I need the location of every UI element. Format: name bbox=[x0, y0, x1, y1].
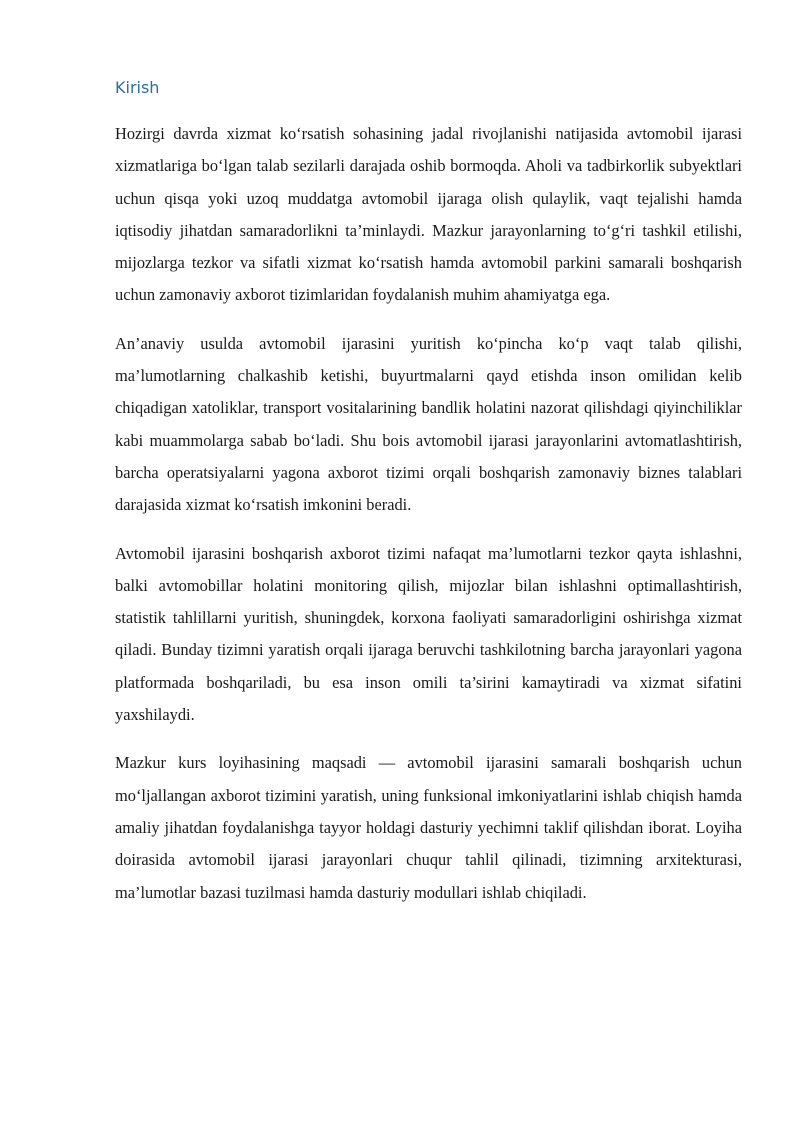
paragraph-2: An’anaviy usulda avtomobil ijarasini yuritish ko‘pincha ko‘p vaqt talab qilishi, ma’lumotlarning chalkashib ketishi, buyurtmalarni qayd etishda inson omilidan kelib chiqadigan xatoliklar, transport vositalarining bandlik holatini nazorat qilishdagi qiyinchiliklar kabi muammolarga sabab bo‘ladi. Shu bois avtomobil ijarasi jarayonlarini avtomatlashtirish, barcha operatsiyalarni yagona axborot tizimi orqali boshqarish zamonaviy biznes talablari darajasida xizmat ko‘rsatish imkonini beradi. bbox=[115, 333, 742, 515]
section-heading: Kirish bbox=[115, 78, 160, 97]
paragraph-3: Avtomobil ijarasini boshqarish axborot tizimi nafaqat ma’lumotlarni tezkor qayta ishlashni, balki avtomobillar holatini monitoring qilish, mijozlar bilan ishlashni optimallashtirish, statistik tahlillarni yuritish, shuningdek, korxona faoliyati samaradorligini oshirishga xizmat qiladi. Bunday tizimni yaratish orqali ijaraga beruvchi tashkilotning barcha jarayonlari yagona platformada boshqariladi, bu esa inson omili ta’sirini kamaytiradi va xizmat sifatini yaxshilaydi. bbox=[115, 543, 742, 725]
paragraph-1: Hozirgi davrda xizmat ko‘rsatish sohasining jadal rivojlanishi natijasida avtomobil ijarasi xizmatlariga bo‘lgan talab sezilarli darajada oshib bormoqda. Aholi va tadbirkorlik subyektlari uchun qisqa yoki uzoq muddatga avtomobil ijaraga olish qulaylik, vaqt tejalishi hamda iqtisodiy jihatdan samaradorlikni ta’minlaydi. Mazkur jarayonlarning to‘g‘ri tashkil etilishi, mijozlarga tezkor va sifatli xizmat ko‘rsatish hamda avtomobil parkini samarali boshqarish uchun zamonaviy axborot tizimlaridan foydalanish muhim ahamiyatga ega. bbox=[115, 124, 742, 305]
paragraph-4: Mazkur kurs loyihasining maqsadi — avtomobil ijarasini samarali boshqarish uchun mo‘ljallangan axborot tizimini yaratish, uning funksional imkoniyatlarini ishlab chiqish hamda amaliy jihatdan foydalanishga tayyor holdagi dasturiy yechimni taklif qilishdan iborat. Loyiha doirasida avtomobil ijarasi jarayonlari chuqur tahlil qilinadi, tizimning arxitekturasi, ma’lumotlar bazasi tuzilmasi hamda dasturiy modullari ishlab chiqiladi. bbox=[115, 753, 742, 902]
